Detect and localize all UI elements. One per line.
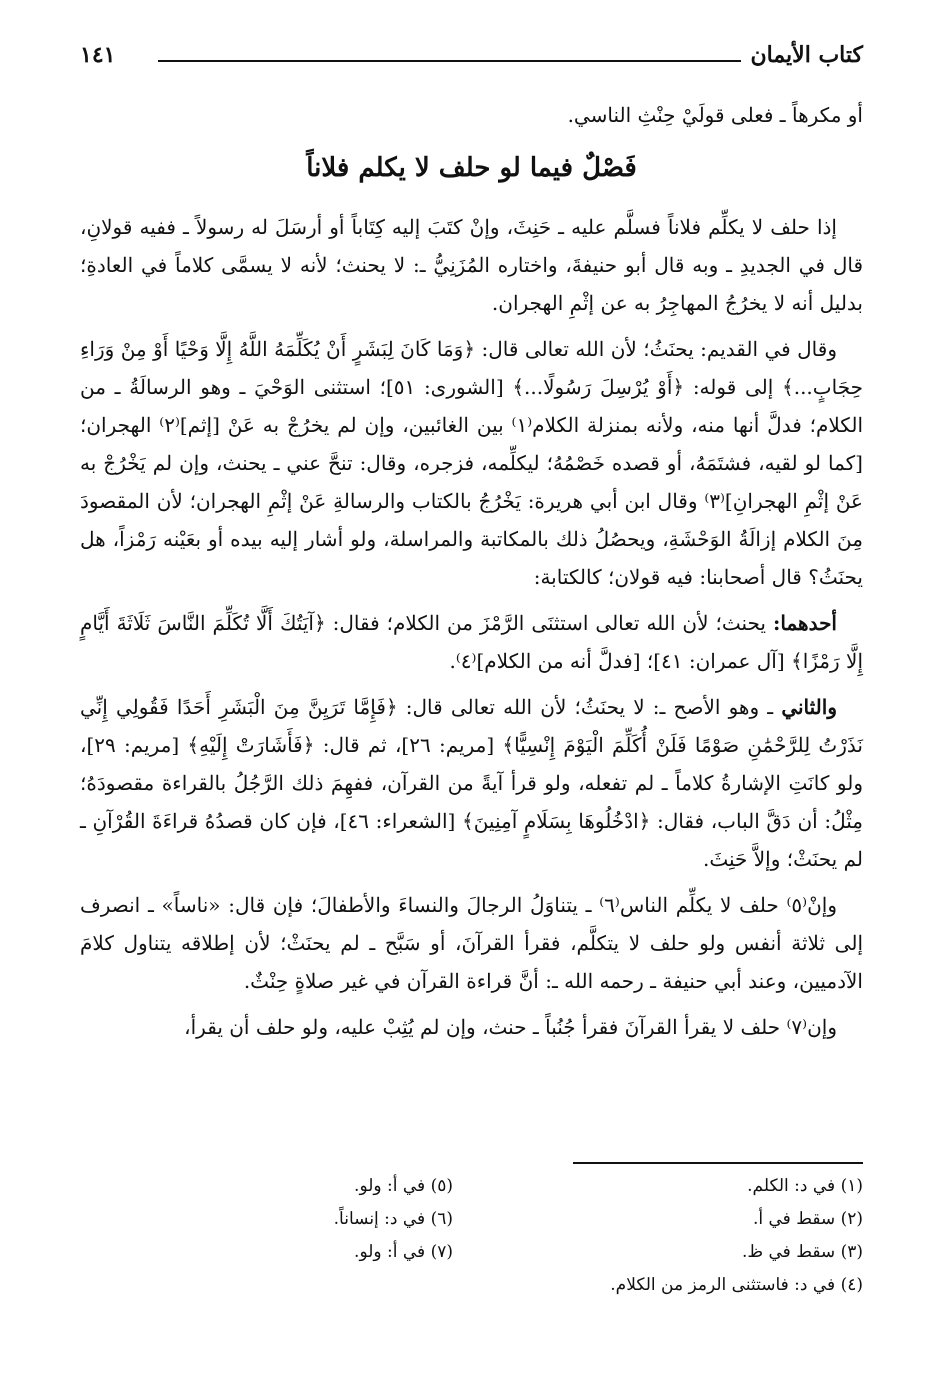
- page-body: [80, 96, 863, 1054]
- footnote-1: (١) في د: الكلم.: [747, 1176, 863, 1196]
- page-header: [80, 40, 863, 80]
- paragraph-4: [80, 688, 863, 878]
- paragraph-2: وقال في القديم: يحنَثُ؛ لأن الله تعالى قال: ﴿وَمَا كَانَ لِبَشَرٍ أَنْ يُكَلِّمَهُ اللَّهُ إِلَّا وَحْيًا أَوْ مِنْ وَرَاءِ حِجَابٍ...﴾ إلى قوله: ﴿أَوْ يُرْسِلَ رَسُولًا...﴾ [الشورى: ٥١]؛ استثنى الوَحْيَ ـ وهو الرسالَةُ ـ من الكلام؛ فدلَّ أنها منه، ولأنه بمنزلة الكلام⁽١⁾ بين الغائبين، وإن لم يخرُجْ به عَنْ [إثم]⁽٢⁾ الهجران؛ [كما لو لقيه، فشتَمَهُ، أو قصده خَصْمُهُ؛ ليكلِّمه، فزجره، وقال: تنحَّ عني ـ يحنث، وإن لم يَخْرُجْ به عَنْ إثْمِ الهجرانِ]⁽٣⁾ وقال ابن أبي هريرة: يَخْرُجُ بالكتاب والرسالةِ عَنْ إثْمِ الهجران؛ لأن المقصودَ مِنَ الكلام إزالَةُ الوَحْشَةِ، ويحصُلُ ذلك بالمكاتبة والمراسلة، ولو أشار إليه بيده أو بعَيْنه رَمْزاً، هل يحنَثُ؟ قال أصحابنا: فيه قولان؛ كالكتابة:: [80, 337, 864, 589]
- footnote-7: (٧) في أ: ولو.: [354, 1242, 453, 1262]
- footnote-6: (٦) في د: إنساناً.: [333, 1209, 453, 1229]
- page-number: ١٤١: [80, 42, 116, 68]
- footnote-4: (٤) في د: فاستثنى الرمز من الكلام.: [610, 1275, 863, 1295]
- header-rule: [158, 60, 741, 62]
- paragraph-3-lead: أحدهما:: [772, 611, 837, 635]
- chapter-title: كتاب الأيمان: [750, 42, 863, 68]
- footnotes-left-column: [203, 1170, 453, 1269]
- footnote-2: (٢) سقط في أ.: [752, 1209, 863, 1229]
- footnote-5: (٥) في أ: ولو.: [354, 1176, 453, 1196]
- paragraph-5: وإنْ⁽٥⁾ حلف لا يكلِّم الناس⁽٦⁾ ـ يتناوَلُ الرجالَ والنساءَ والأطفالَ؛ فإن قال: «ناساً» ـ انصرف إلى ثلاثة أنفس ولو حلف لا يتكلَّم، فقرأ القرآنَ، أو سَبَّح ـ لم يحنَثْ؛ لأن إطلاقه يتناول كلامَ الآدميين، وعند أبي حنيفة ـ رحمه الله ـ: أنَّ قراءة القرآن في غير صلاةٍ حِنْثٌ.: [80, 893, 863, 993]
- paragraph-1: إذا حلف لا يكلِّم فلاناً فسلَّم عليه ـ حَنِثَ، وإنْ كتَبَ إليه كِتَاباً أو أرسَلَ له رسولاً ـ ففيه قولانِ، قال في الجديدِ ـ وبه قال أبو حنيفةَ، واختاره المُزَنِيُّ ـ: لا يحنث؛ لأنه لا يسمَّى كلاماً في العادةِ؛ بدليل أنه لا يخرُجُ المهاجِرُ به عن إثْمِ الهجران.: [80, 215, 863, 315]
- footnotes-right-column: [523, 1170, 863, 1269]
- paragraph-3-text: يحنث؛ لأن الله تعالى استثنَى الرَّمْزَ من الكلام؛ فقال: ﴿آيَتُكَ أَلَّا تُكَلِّمَ النَّاسَ ثَلَاثَةَ أَيَّامٍ إِلَّا رَمْزًا﴾ [آل عمران: ٤١]؛ [فدلَّ أنه من الكلام]⁽٤⁾.: [80, 611, 863, 673]
- paragraph-4-text: ـ وهو الأصح ـ: لا يحنَثُ؛ لأن الله تعالى قال: ﴿فَإِمَّا تَرَيِنَّ مِنَ الْبَشَرِ أَحَدًا فَقُولِي إِنِّي نَذَرْتُ لِلرَّحْمَٰنِ صَوْمًا فَلَنْ أُكَلِّمَ الْيَوْمَ إِنْسِيًّا﴾ [مريم: ٢٦]، ثم قال: ﴿فَأَشَارَتْ إِلَيْهِ﴾ [مريم: ٢٩]، ولو كانَتِ الإشارةُ كلاماً ـ لم تفعله، ولو قرأ آيةً من القرآن، ففهِمَ ذلك الرَّجُلُ بالقراءة مقصودَهُ؛ مِثْلُ: أن دَقَّ الباب، فقال: ﴿ادْخُلُوهَا بِسَلَامٍ آمِنِينَ﴾ [الشعراء: ٤٦]، فإن كان قصدُهُ قراءَةَ القُرْآنِ ـ لم يحنَثْ؛ وإلاَّ حَنِثَ.: [80, 695, 863, 871]
- section-heading: فَصْلٌ فيما لو حلف لا يكلم فلاناً: [306, 153, 637, 183]
- footnote-rule: [573, 1162, 863, 1164]
- footnote-3: (٣) سقط في ظ.: [741, 1242, 863, 1262]
- paragraph-continuation: أو مكرهاً ـ فعلى قولَيْ حِنْثِ الناسي.: [567, 103, 863, 127]
- paragraph-6: وإن⁽٧⁾ حلف لا يقرأ القرآنَ فقرأ جُنُباً ـ حنث، وإن لم يُثِبْ عليه، ولو حلف أن يقرأ،: [184, 1015, 837, 1039]
- paragraph-4-lead: والثاني: [781, 695, 837, 719]
- paragraph-3: [80, 604, 863, 680]
